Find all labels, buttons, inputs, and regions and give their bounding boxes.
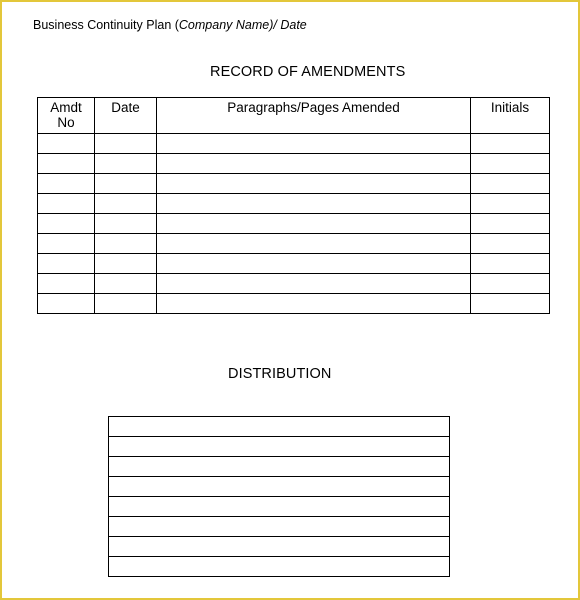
initials-cell[interactable] [471, 214, 550, 234]
initials-cell[interactable] [471, 274, 550, 294]
paragraphs-cell[interactable] [157, 134, 471, 154]
header-prefix: Business Continuity Plan ( [33, 18, 179, 32]
header-company-name: Company Name) [178, 18, 274, 32]
column-header-amdt-no-label: Amdt No [50, 100, 82, 130]
distribution-cell[interactable] [109, 417, 450, 437]
date-cell[interactable] [95, 254, 157, 274]
amendments-row [38, 154, 550, 174]
document-header [33, 18, 307, 32]
column-header-paragraphs-amended: Paragraphs/Pages Amended [157, 98, 471, 134]
amendments-table [37, 97, 550, 314]
amdt-no-cell[interactable] [38, 194, 95, 214]
paragraphs-cell[interactable] [157, 194, 471, 214]
amendments-header-row [38, 98, 550, 134]
amendments-row [38, 134, 550, 154]
amendments-row [38, 294, 550, 314]
initials-cell[interactable] [471, 134, 550, 154]
paragraphs-cell[interactable] [157, 274, 471, 294]
initials-cell[interactable] [471, 194, 550, 214]
paragraphs-cell[interactable] [157, 294, 471, 314]
initials-cell[interactable] [471, 254, 550, 274]
paragraphs-cell[interactable] [157, 234, 471, 254]
header-date: Date [280, 18, 307, 32]
initials-cell[interactable] [471, 234, 550, 254]
amdt-no-cell[interactable] [38, 254, 95, 274]
distribution-cell[interactable] [109, 477, 450, 497]
initials-cell[interactable] [471, 294, 550, 314]
amdt-no-cell[interactable] [38, 134, 95, 154]
distribution-row [109, 437, 450, 457]
distribution-cell[interactable] [109, 537, 450, 557]
distribution-cell[interactable] [109, 557, 450, 577]
date-cell[interactable] [95, 134, 157, 154]
distribution-cell[interactable] [109, 517, 450, 537]
header-separator: / [273, 18, 281, 32]
distribution-cell[interactable] [109, 437, 450, 457]
date-cell[interactable] [95, 234, 157, 254]
distribution-row [109, 537, 450, 557]
amendments-row [38, 234, 550, 254]
amdt-no-cell[interactable] [38, 214, 95, 234]
initials-cell[interactable] [471, 154, 550, 174]
initials-cell[interactable] [471, 174, 550, 194]
distribution-row [109, 417, 450, 437]
distribution-table [108, 416, 450, 577]
distribution-cell[interactable] [109, 457, 450, 477]
paragraphs-cell[interactable] [157, 154, 471, 174]
amdt-no-cell[interactable] [38, 174, 95, 194]
amdt-no-cell[interactable] [38, 274, 95, 294]
date-cell[interactable] [95, 214, 157, 234]
amendments-row [38, 214, 550, 234]
amdt-no-cell[interactable] [38, 294, 95, 314]
amdt-no-cell[interactable] [38, 234, 95, 254]
date-cell[interactable] [95, 274, 157, 294]
column-header-date: Date [95, 98, 157, 134]
column-header-amdt-no [38, 98, 95, 134]
distribution-row [109, 497, 450, 517]
amendments-row [38, 174, 550, 194]
amendments-title: RECORD OF AMENDMENTS [210, 64, 406, 80]
distribution-row [109, 457, 450, 477]
amendments-row [38, 254, 550, 274]
date-cell[interactable] [95, 174, 157, 194]
amendments-body [38, 134, 550, 314]
distribution-body [109, 417, 450, 577]
date-cell[interactable] [95, 294, 157, 314]
amdt-no-cell[interactable] [38, 154, 95, 174]
date-cell[interactable] [95, 194, 157, 214]
date-cell[interactable] [95, 154, 157, 174]
distribution-row [109, 517, 450, 537]
distribution-title: DISTRIBUTION [228, 366, 332, 382]
paragraphs-cell[interactable] [157, 174, 471, 194]
column-header-initials: Initials [471, 98, 550, 134]
paragraphs-cell[interactable] [157, 214, 471, 234]
distribution-cell[interactable] [109, 497, 450, 517]
amendments-row [38, 274, 550, 294]
amendments-row [38, 194, 550, 214]
paragraphs-cell[interactable] [157, 254, 471, 274]
distribution-row [109, 477, 450, 497]
distribution-row [109, 557, 450, 577]
